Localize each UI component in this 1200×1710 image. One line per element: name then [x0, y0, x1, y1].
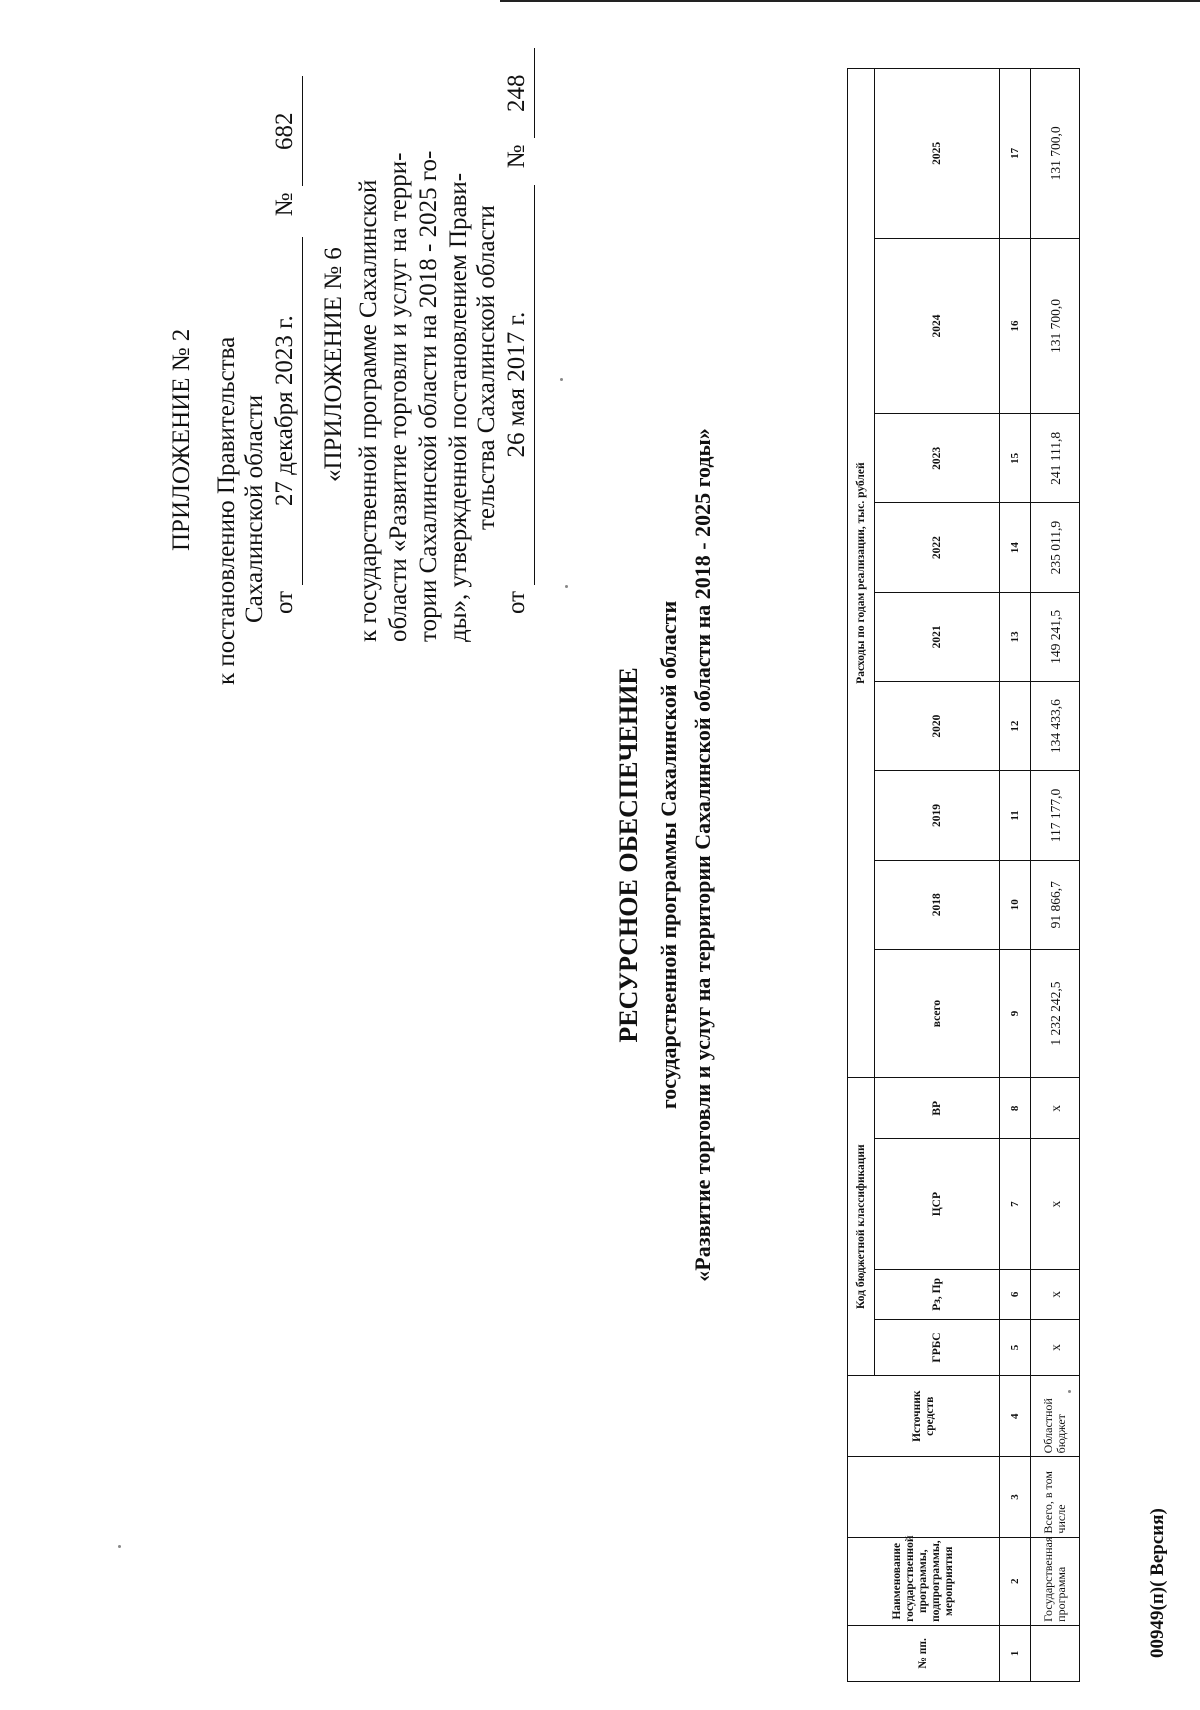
appendix-6-title: «ПРИЛОЖЕНИЕ № 6: [320, 247, 347, 482]
column-number: 16: [1000, 238, 1031, 414]
cell-source: Областной бюджет: [1031, 1376, 1080, 1457]
header-year: 2025: [875, 69, 1000, 239]
cell-num: [1031, 1625, 1080, 1681]
table-row: [1031, 69, 1080, 1682]
cell-name: Государственная программа: [1031, 1537, 1080, 1625]
header-csr: ЦСР: [875, 1139, 1000, 1269]
header-num: № пп.: [848, 1625, 1000, 1681]
header-source: Источник средств: [848, 1376, 1000, 1457]
column-number: 3: [1000, 1457, 1031, 1537]
column-number: 11: [1000, 771, 1031, 860]
column-number: 12: [1000, 682, 1031, 771]
title-line-2: государственной программы Сахалинской области: [656, 600, 681, 1110]
column-number: 2: [1000, 1537, 1031, 1625]
appendix-2-date-line: [268, 76, 303, 614]
column-number: 17: [1000, 69, 1031, 239]
title-line-1: РЕСУРСНОЕ ОБЕСПЕЧЕНИЕ: [614, 667, 643, 1043]
appendix-2-number: 682: [268, 76, 303, 186]
header-vr: ВР: [875, 1078, 1000, 1139]
appendix-6-line-5: тельства Сахалинской области: [473, 205, 500, 530]
title-line-3: «Развитие торговли и услуг на территории Сахалинской области на 2018 - 2025 годы»: [690, 428, 715, 1282]
cell-year-value: 117 177,0: [1031, 771, 1080, 860]
appendix-2-line-1: к постановлению Правительства: [213, 336, 240, 685]
column-number: 10: [1000, 860, 1031, 949]
header-blank: [848, 1457, 1000, 1537]
appendix-6-date-line: [500, 48, 535, 614]
number-label: №: [503, 144, 530, 169]
header-year: 2018: [875, 860, 1000, 949]
from-label: от: [503, 590, 530, 614]
column-number: 1: [1000, 1625, 1031, 1681]
header-year: 2020: [875, 682, 1000, 771]
appendix-6-line-3: тории Сахалинской области на 2018 - 2025 го-: [415, 150, 442, 642]
header-row-1: [848, 69, 875, 1682]
column-number-row: [1000, 69, 1031, 1682]
appendix-2-date: 27 декабря 2023 г.: [268, 237, 303, 585]
column-number: 15: [1000, 414, 1031, 503]
cell-rzpr: х: [1031, 1269, 1080, 1319]
header-expenses-group: Расходы по годам реализации, тыс. рублей: [848, 69, 875, 1078]
cell-year-value: 235 011,9: [1031, 503, 1080, 592]
column-number: 7: [1000, 1139, 1031, 1269]
appendix-2-title: ПРИЛОЖЕНИЕ № 2: [168, 328, 195, 551]
appendix-6-line-2: области «Развитие торговли и услуг на терри-: [385, 152, 412, 642]
from-label: от: [271, 590, 298, 614]
column-number: 14: [1000, 503, 1031, 592]
header-year: 2022: [875, 503, 1000, 592]
column-number: 4: [1000, 1376, 1031, 1457]
appendix-6-line-4: ды», утвержденной постановлением Прави-: [445, 172, 472, 642]
appendix-2-line-2: Сахалинской области: [241, 394, 268, 623]
cell-scope: Всего, в том числе: [1031, 1457, 1080, 1537]
header-grbs: ГРБС: [875, 1319, 1000, 1375]
cell-total: 1 232 242,5: [1031, 949, 1080, 1077]
resource-table: [847, 68, 1080, 1682]
appendix-6-line-1: к государственной программе Сахалинской: [355, 179, 382, 642]
appendix-6-date: 26 мая 2017 г.: [500, 185, 535, 585]
header-year: 2021: [875, 592, 1000, 681]
header-code-group: Код бюджетной классификации: [848, 1078, 875, 1376]
column-number: 5: [1000, 1319, 1031, 1375]
document-footer-code: 00949(п)( Версия): [1147, 1508, 1168, 1658]
column-number: 6: [1000, 1269, 1031, 1319]
header-year: 2019: [875, 771, 1000, 860]
header-name: Наименование государственной программы, подпрограммы, мероприятия: [848, 1537, 1000, 1625]
header-total: всего: [875, 949, 1000, 1077]
header-rzpr: Рз, Пр: [875, 1269, 1000, 1319]
appendix-6-number: 248: [500, 48, 535, 138]
header-year: 2024: [875, 238, 1000, 414]
cell-year-value: 131 700,0: [1031, 69, 1080, 239]
cell-vr: х: [1031, 1078, 1080, 1139]
header-year: 2023: [875, 414, 1000, 503]
cell-csr: х: [1031, 1139, 1080, 1269]
cell-year-value: 241 111,8: [1031, 414, 1080, 503]
column-number: 13: [1000, 592, 1031, 681]
number-label: №: [271, 192, 298, 217]
column-number: 8: [1000, 1078, 1031, 1139]
cell-year-value: 131 700,0: [1031, 238, 1080, 414]
cell-year-value: 134 433,6: [1031, 682, 1080, 771]
column-number: 9: [1000, 949, 1031, 1077]
cell-grbs: х: [1031, 1319, 1080, 1375]
cell-year-value: 91 866,7: [1031, 860, 1080, 949]
cell-year-value: 149 241,5: [1031, 592, 1080, 681]
